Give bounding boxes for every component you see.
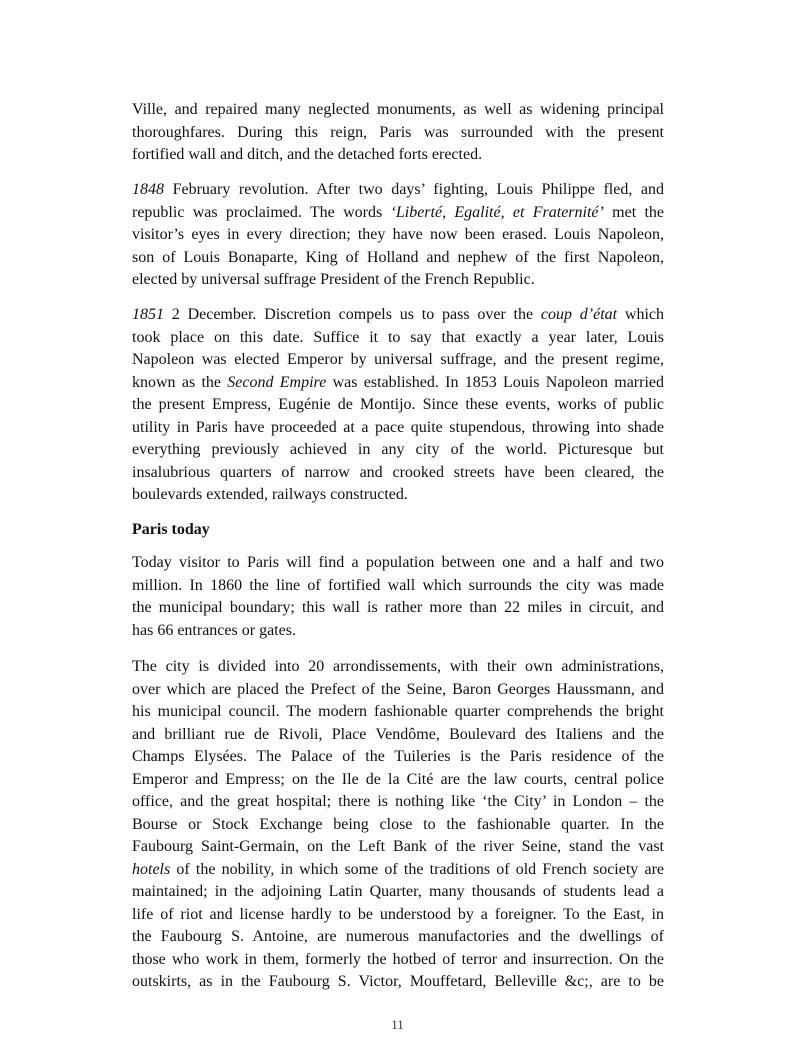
- text-run: insalubrious quarters of narrow and crooked streets have been cleared, the: [132, 463, 664, 481]
- text-line: [132, 122, 664, 145]
- text-run: fortified wall and ditch, and the detached forts erected.: [132, 146, 483, 163]
- text-run: of the nobility, in which some of the traditions of old French society are: [170, 860, 664, 878]
- text-run: Emperor and Empress; on the Ile de la Cité are the law courts, central police: [132, 770, 664, 788]
- text-line: [132, 394, 664, 417]
- italic-text: coup d’état: [540, 306, 618, 323]
- text-line: [132, 769, 664, 792]
- text-line: [132, 791, 664, 814]
- text-run: the present Empress, Eugénie de Montijo. Since these events, works of public: [132, 396, 664, 413]
- paragraph-1848: [132, 179, 664, 292]
- text-run: outskirts, as in the Faubourg S. Victor, Mouffetard, Belleville &c;, are to be: [132, 973, 664, 990]
- text-line: [132, 417, 664, 440]
- text-run: the municipal boundary; this wall is rather more than 22 miles in circuit, and: [132, 599, 664, 616]
- text-run: utility in Paris have proceeded at a pace quite stupendous, throwing into shade: [132, 418, 664, 436]
- text-run: Today visitor to Paris will find a population between one and a half and two: [132, 554, 664, 571]
- text-run: Champs Elysées. The Palace of the Tuileries is the Paris residence of the: [132, 748, 664, 765]
- text-run: his municipal council. The modern fashionable quarter comprehends the bright: [132, 703, 664, 720]
- text-run: Napoleon was elected Emperor by universal suffrage, and the present regime,: [132, 351, 664, 368]
- text-run: life of riot and license hardly to be understood by a foreigner. To the East, in: [132, 905, 664, 923]
- text-run: met the: [603, 203, 664, 221]
- text-run: elected by universal suffrage President of the French Republic.: [132, 271, 535, 288]
- text-run: office, and the great hospital; there is nothing like ‘the City’ in London – the: [132, 793, 664, 810]
- text-line: [132, 724, 664, 747]
- text-line: [132, 814, 664, 837]
- text-run: known as the: [132, 373, 228, 391]
- text-run: those who work in them, formerly the hotbed of terror and insurrection. On the: [132, 950, 664, 968]
- paragraph-haussmann-continued: [132, 99, 664, 167]
- text-line: [132, 247, 664, 270]
- paragraph-arrondissements: [132, 656, 664, 994]
- text-line: [132, 224, 664, 247]
- text-line: [132, 746, 664, 769]
- italic-text: Second Empire: [227, 373, 327, 391]
- text-run: boulevards extended, railways constructed.: [132, 486, 408, 503]
- text-run: million. In 1860 the line of fortified wall which surrounds the city was made: [132, 576, 664, 594]
- section-heading: Paris today: [132, 521, 210, 538]
- text-run: thoroughfares. During this reign, Paris was surrounded with the present: [132, 123, 664, 141]
- text-run: Bourse or Stock Exchange being close to the fashionable quarter. In the: [132, 815, 664, 833]
- text-line: [132, 372, 664, 395]
- text-run: republic was proclaimed. The words: [132, 203, 391, 221]
- text-run: visitor’s eyes in every direction; they have now been erased. Louis Napoleon,: [132, 226, 664, 243]
- text-line: [132, 144, 664, 167]
- text-line: [132, 679, 664, 702]
- text-line: [132, 926, 664, 949]
- text-line: [132, 304, 664, 327]
- text-run: the Faubourg S. Antoine, are numerous manufactories and the dwellings of: [132, 928, 664, 945]
- text-line: [132, 881, 664, 904]
- text-line: [132, 202, 664, 225]
- text-run: everything previously achieved in any city of the world. Picturesque but: [132, 441, 664, 458]
- text-run: has 66 entrances or gates.: [132, 621, 296, 639]
- italic-text: hotels: [132, 860, 171, 878]
- text-run: and brilliant rue de Rivoli, Place Vendôme, Boulevard des Italiens and the: [132, 725, 664, 743]
- paragraph-1851: [132, 304, 664, 507]
- text-line: [132, 859, 664, 882]
- text-run: 2 December. Discretion compels us to pass over the: [164, 306, 541, 323]
- text-line: [132, 701, 664, 724]
- italic-text: 1851: [132, 306, 164, 323]
- text-line: [132, 349, 664, 372]
- text-run: was established. In 1853 Louis Napoleon married: [326, 373, 664, 391]
- text-line: [132, 484, 664, 507]
- text-line: [132, 552, 664, 575]
- text-line: [132, 179, 664, 202]
- text-run: Ville, and repaired many neglected monuments, as well as widening principal: [132, 101, 664, 118]
- text-line: [132, 327, 664, 350]
- text-run: Faubourg Saint-Germain, on the Left Bank of the river Seine, stand the vast: [132, 838, 664, 855]
- text-line: [132, 620, 664, 643]
- text-line: [132, 99, 664, 122]
- text-run: son of Louis Bonaparte, King of Holland and nephew of the first Napoleon,: [132, 248, 664, 266]
- text-run: The city is divided into 20 arrondissements, with their own administrations,: [132, 658, 664, 675]
- paragraph-population: [132, 552, 664, 642]
- text-run: over which are placed the Prefect of the Seine, Baron Georges Haussmann, and: [132, 680, 664, 698]
- text-line: [132, 269, 664, 292]
- text-line: [132, 462, 664, 485]
- text-line: [132, 904, 664, 927]
- text-line: [132, 439, 664, 462]
- text-line: [132, 597, 664, 620]
- text-line: [132, 836, 664, 859]
- text-line: [132, 575, 664, 598]
- text-line: [132, 656, 664, 679]
- text-run: February revolution. After two days’ fighting, Louis Philippe fled, and: [164, 181, 664, 198]
- page-number: 11: [391, 1017, 404, 1032]
- text-line: [132, 971, 664, 994]
- text-run: took place on this date. Suffice it to say that exactly a year later, Louis: [132, 328, 664, 346]
- text-run: which: [617, 306, 664, 323]
- italic-text: ‘Liberté, Egalité, et Fraternité’: [390, 203, 604, 221]
- text-run: maintained; in the adjoining Latin Quarter, many thousands of students lead a: [132, 883, 664, 900]
- text-line: [132, 949, 664, 972]
- italic-text: 1848: [132, 181, 164, 198]
